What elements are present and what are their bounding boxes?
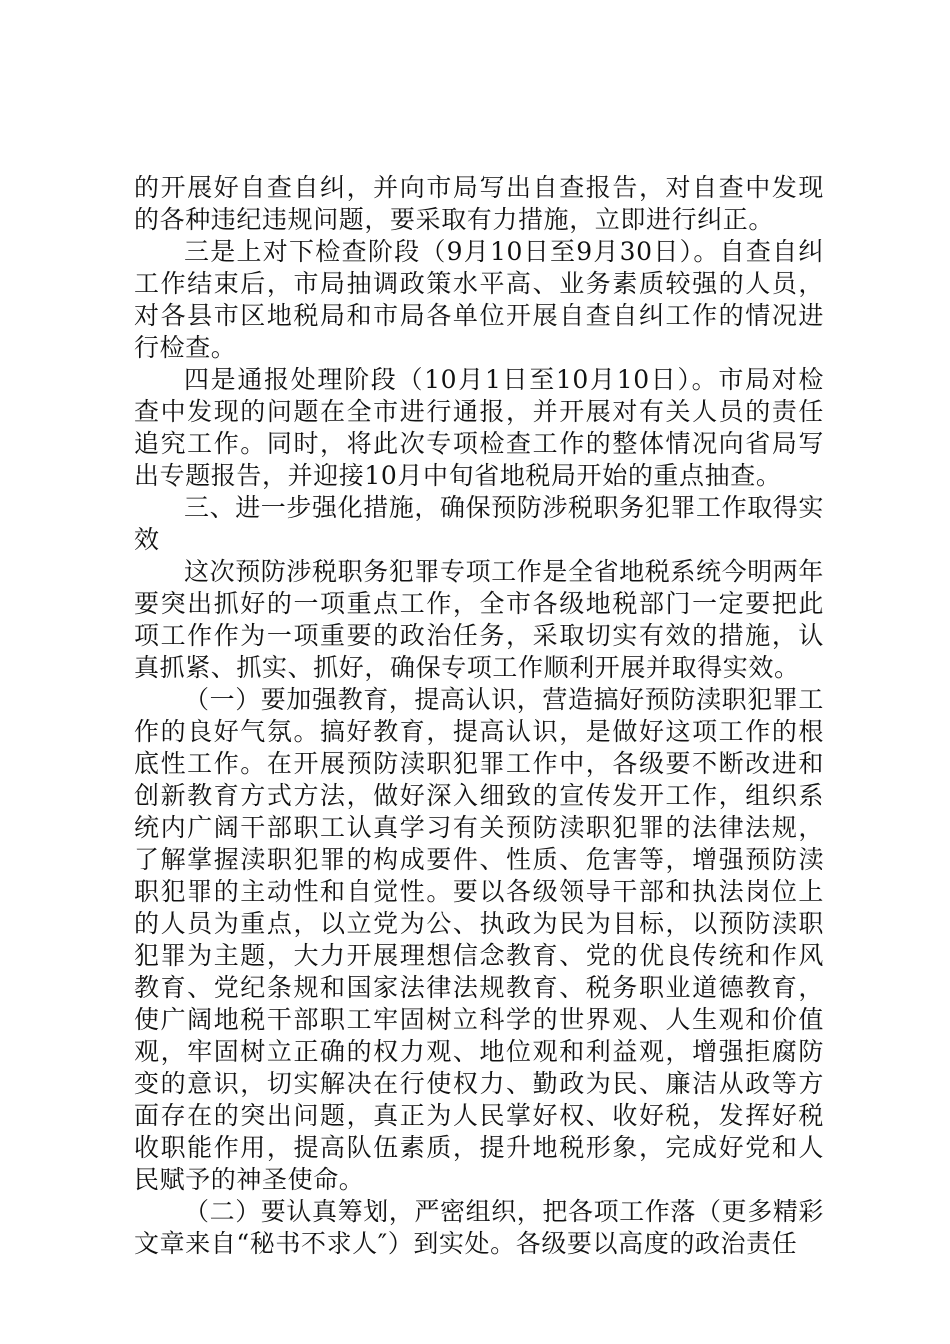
paragraph-stage-four-report: 四是通报处理阶段（10月1日至10月10日）。市局对检查中发现的问题在全市进行通报，并开展对有关人员的责任追究工作。同时，将此次专项检查工作的整体情况向省局写出专题报告，并迎接10月中旬省地税局开始的重点抽查。 [134, 365, 824, 490]
paragraph-point-one-education: （一）要加强教育，提高认识，营造搞好预防渎职犯罪工作的良好气氛。搞好教育，提高认识，是做好这项工作的根底性工作。在开展预防渎职犯罪工作中，各级要不断改进和创新教育方式方法，做好深入细致的宣传发开工作，组织系统内广阔干部职工认真学习有关预防渎职犯罪的法律法规，了解掌握渎职犯罪的构成要件、性质、危害等，增强预防渎职犯罪的主动性和自觉性。要以各级领导干部和执法岗位上的人员为重点，以立党为公、执政为民为目标，以预防渎职犯罪为主题，大力开展理想信念教育、党的优良传统和作风教育、党纪条规和国家法律法规教育、税务职业道德教育，使广阔地税干部职工牢固树立科学的世界观、人生观和价值观，牢固树立正确的权力观、地位观和利益观，增强拒腐防变的意识，切实解决在行使权力、勤政为民、廉洁从政等方面存在的突出问题，真正为人民掌好权、收好税，发挥好税收职能作用，提高队伍素质，提升地税形象，完成好党和人民赋予的神圣使命。 [134, 685, 825, 1194]
section-heading-strengthen-measures: 三、进一步强化措施，确保预防涉税职务犯罪工作取得实效 [134, 493, 825, 554]
paragraph-stage-three-inspection: 三是上对下检查阶段（9月10日至9月30日）。自查自纠工作结束后，市局抽调政策水平高、业务素质较强的人员，对各县市区地税局和市局各单位开展自查自纠工作的情况进行检查。 [134, 237, 824, 362]
paragraph-point-two-organization: （二）要认真筹划，严密组织，把各项工作落（更多精彩文章来自“秘书不求人″）到实处。各级要以高度的政治责任 [134, 1197, 825, 1258]
paragraph-self-check-continuation: 的开展好自查自纠，并向市局写出自查报告，对自查中发现的各种违纪违规问题，要采取有力措施，立即进行纠正。 [134, 173, 824, 234]
paragraph-special-work-overview: 这次预防涉税职务犯罪专项工作是全省地税系统今明两年要突出抓好的一项重点工作，全市各级地税部门一定要把此项工作作为一项重要的政治任务，采取切实有效的措施，认真抓紧、抓实、抓好，确保专项工作顺利开展并取得实效。 [134, 557, 825, 682]
document-body [134, 172, 824, 1260]
